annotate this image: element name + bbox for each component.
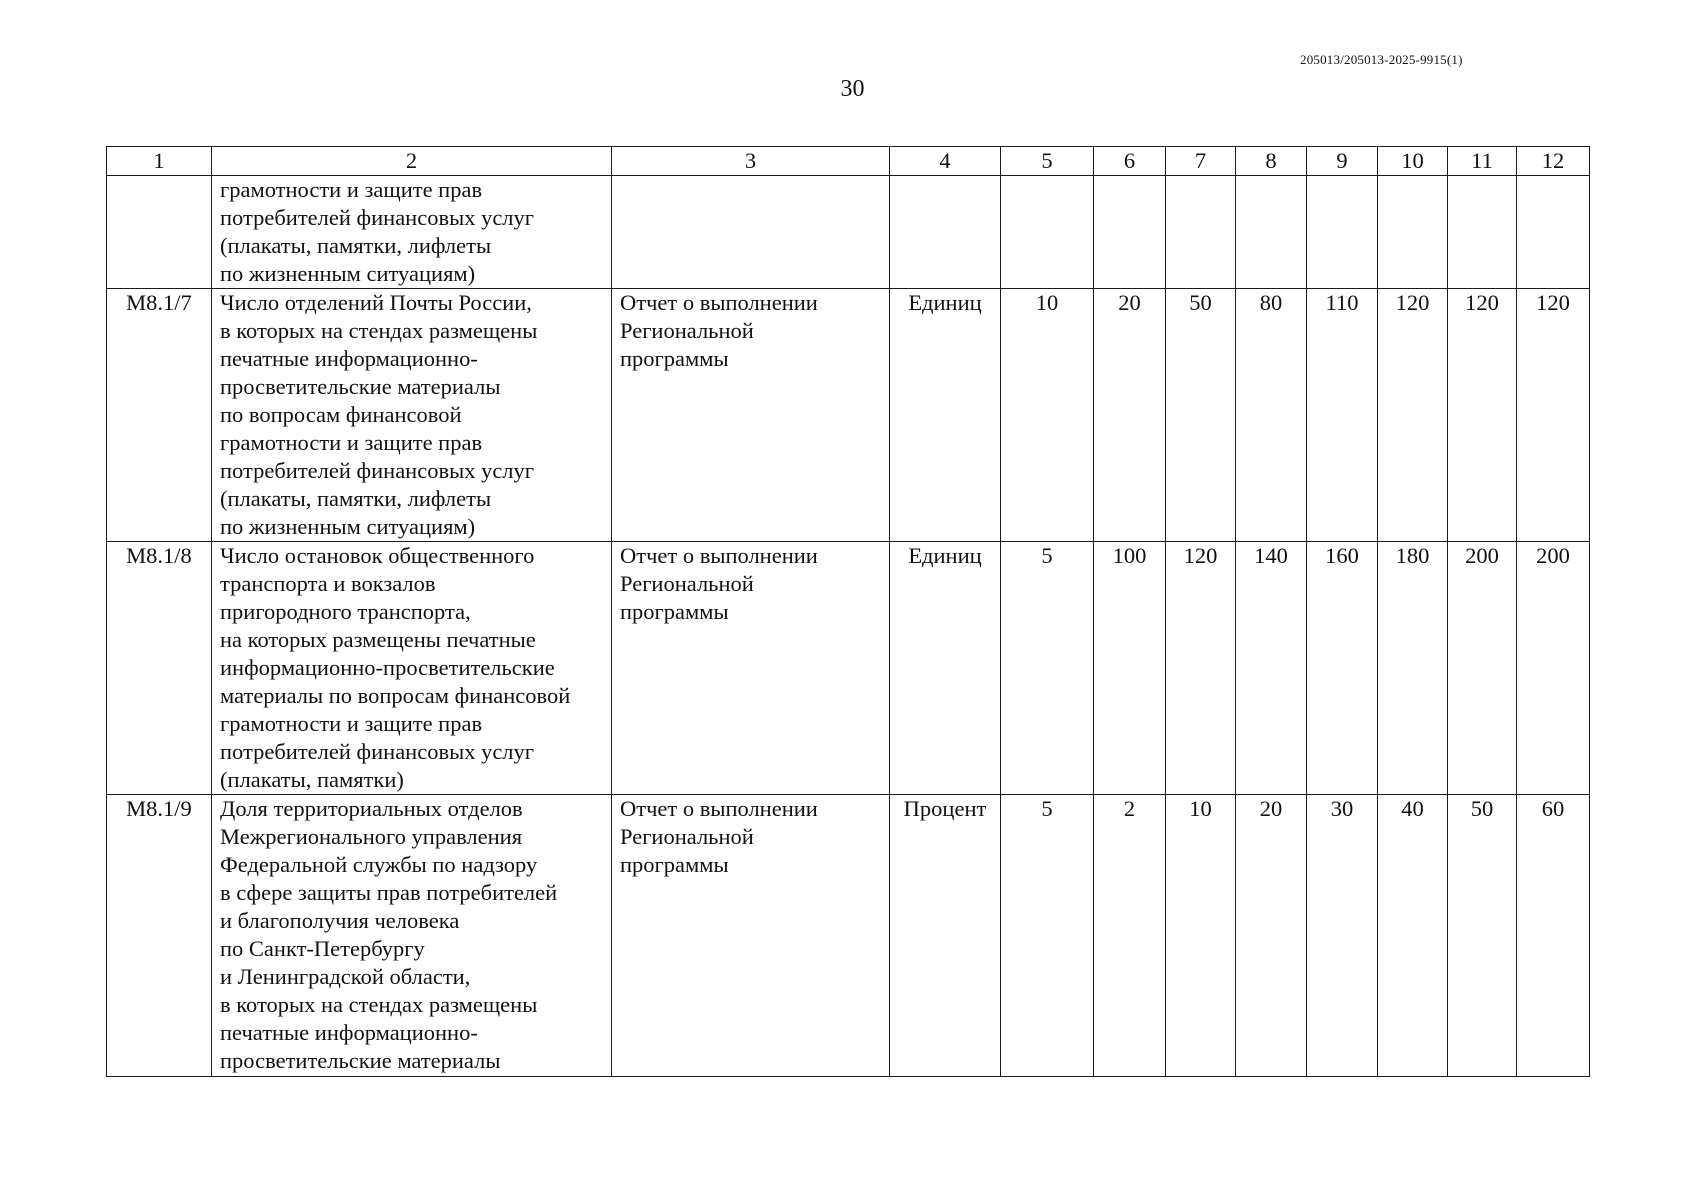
value-cell: 180 bbox=[1378, 542, 1448, 795]
table-row bbox=[107, 542, 1590, 795]
column-header: 8 bbox=[1236, 147, 1307, 176]
indicator-code bbox=[107, 176, 212, 289]
document-id: 205013/205013-2025-9915(1) bbox=[1300, 52, 1463, 67]
value-cell: 20 bbox=[1094, 289, 1166, 542]
value-cell bbox=[1307, 176, 1378, 289]
column-header: 10 bbox=[1378, 147, 1448, 176]
column-header: 7 bbox=[1166, 147, 1236, 176]
value-cell: 120 bbox=[1448, 289, 1517, 542]
value-cell bbox=[1378, 176, 1448, 289]
data-source: Отчет о выполнении Региональной программы bbox=[612, 289, 890, 542]
value-cell: 10 bbox=[1001, 289, 1094, 542]
data-source: Отчет о выполнении Региональной программы bbox=[612, 795, 890, 1077]
value-cell: 160 bbox=[1307, 542, 1378, 795]
value-cell: 60 bbox=[1517, 795, 1590, 1077]
column-header: 4 bbox=[890, 147, 1001, 176]
value-cell: 50 bbox=[1166, 289, 1236, 542]
value-cell: 20 bbox=[1236, 795, 1307, 1077]
value-cell bbox=[1094, 176, 1166, 289]
unit-of-measure: Единиц bbox=[890, 542, 1001, 795]
column-header: 5 bbox=[1001, 147, 1094, 176]
unit-of-measure: Единиц bbox=[890, 289, 1001, 542]
data-source bbox=[612, 176, 890, 289]
unit-of-measure bbox=[890, 176, 1001, 289]
indicator-name: Число отделений Почты России, в которых на стендах размещены печатные информационно- просветительские материалы по вопросам финансовой грамотности и защите прав потребителей финансовых услуг (плакаты, памятки, лифлеты по жизненным ситуациям) bbox=[212, 289, 612, 542]
indicator-name: Доля территориальных отделов Межрегионального управления Федеральной службы по надзору в сфере защиты прав потребителей и благополучия человека по Санкт-Петербургу и Ленинградской области, в которых на стендах размещены печатные информационно- просветительские материалы bbox=[212, 795, 612, 1077]
value-cell: 120 bbox=[1166, 542, 1236, 795]
page-number: 30 bbox=[840, 76, 865, 102]
value-cell: 140 bbox=[1236, 542, 1307, 795]
column-number-row bbox=[107, 147, 1590, 176]
value-cell: 5 bbox=[1001, 795, 1094, 1077]
column-header: 11 bbox=[1448, 147, 1517, 176]
value-cell: 50 bbox=[1448, 795, 1517, 1077]
value-cell: 110 bbox=[1307, 289, 1378, 542]
indicator-code: М8.1/9 bbox=[107, 795, 212, 1077]
value-cell bbox=[1166, 176, 1236, 289]
value-cell: 5 bbox=[1001, 542, 1094, 795]
value-cell: 200 bbox=[1517, 542, 1590, 795]
column-header: 3 bbox=[612, 147, 890, 176]
value-cell: 2 bbox=[1094, 795, 1166, 1077]
value-cell bbox=[1517, 176, 1590, 289]
table-row bbox=[107, 795, 1590, 1077]
value-cell: 100 bbox=[1094, 542, 1166, 795]
column-header: 12 bbox=[1517, 147, 1590, 176]
indicator-code: М8.1/7 bbox=[107, 289, 212, 542]
value-cell: 120 bbox=[1517, 289, 1590, 542]
value-cell: 40 bbox=[1378, 795, 1448, 1077]
table-row bbox=[107, 289, 1590, 542]
indicator-name: грамотности и защите прав потребителей финансовых услуг (плакаты, памятки, лифлеты по жизненным ситуациям) bbox=[212, 176, 612, 289]
value-cell: 200 bbox=[1448, 542, 1517, 795]
value-cell bbox=[1236, 176, 1307, 289]
column-header: 2 bbox=[212, 147, 612, 176]
indicators-table bbox=[106, 146, 1590, 1077]
column-header: 1 bbox=[107, 147, 212, 176]
data-source: Отчет о выполнении Региональной программы bbox=[612, 542, 890, 795]
indicator-name: Число остановок общественного транспорта и вокзалов пригородного транспорта, на которых размещены печатные информационно-просветительские материалы по вопросам финансовой грамотности и защите прав потребителей финансовых услуг (плакаты, памятки) bbox=[212, 542, 612, 795]
unit-of-measure: Процент bbox=[890, 795, 1001, 1077]
value-cell: 120 bbox=[1378, 289, 1448, 542]
value-cell bbox=[1448, 176, 1517, 289]
table-row bbox=[107, 176, 1590, 289]
indicator-code: М8.1/8 bbox=[107, 542, 212, 795]
value-cell bbox=[1001, 176, 1094, 289]
column-header: 6 bbox=[1094, 147, 1166, 176]
column-header: 9 bbox=[1307, 147, 1378, 176]
value-cell: 80 bbox=[1236, 289, 1307, 542]
value-cell: 10 bbox=[1166, 795, 1236, 1077]
value-cell: 30 bbox=[1307, 795, 1378, 1077]
